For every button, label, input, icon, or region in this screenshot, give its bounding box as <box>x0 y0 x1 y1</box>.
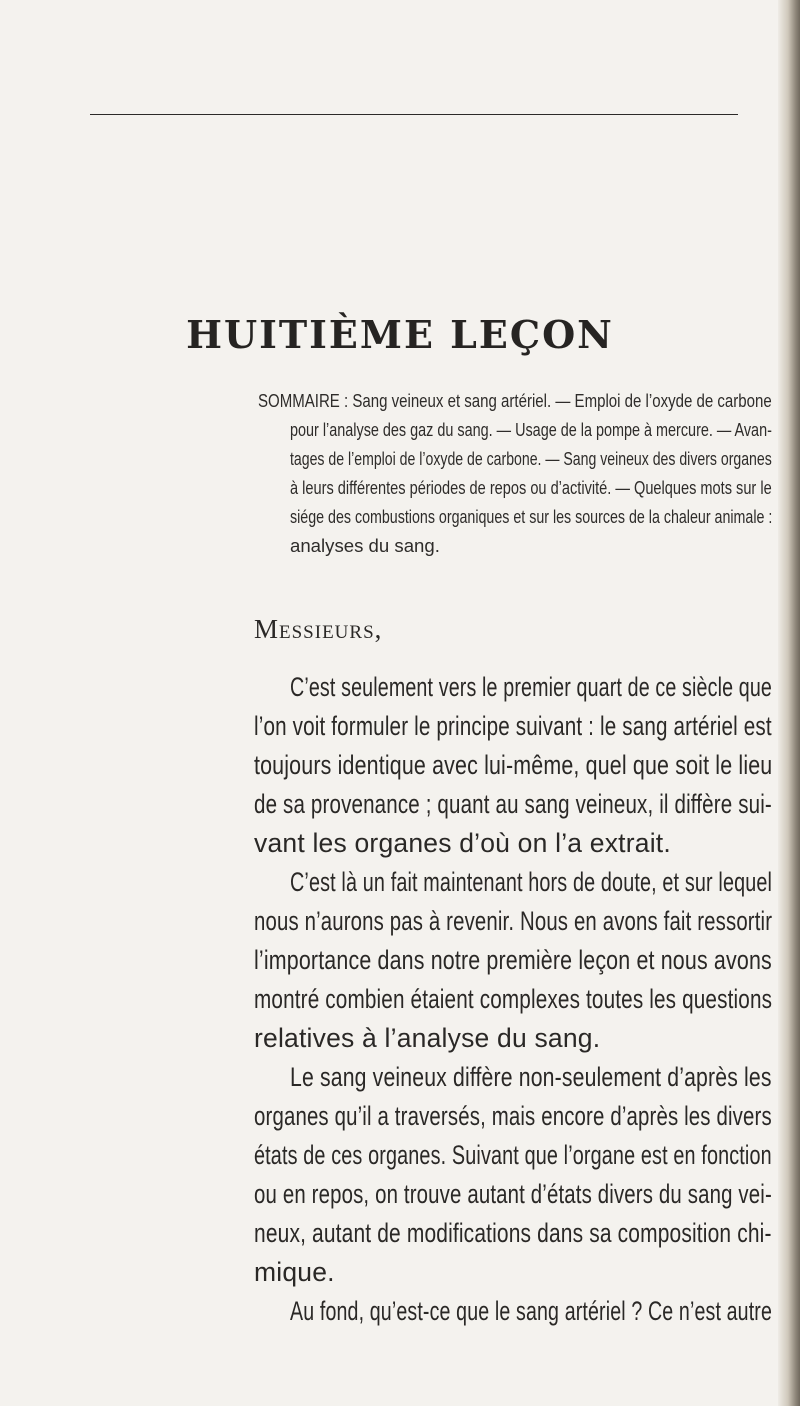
body-line: l’importance dans notre première leçon et nous avons <box>254 945 772 975</box>
summary-line: analyses du sang. <box>290 535 440 556</box>
summary-line: tages de l’emploi de l’oxyde de carbone. — Sang veineux des divers organes <box>290 448 772 469</box>
summary-line: siége des combustions organiques et sur les sources de la chaleur animale : <box>290 506 773 527</box>
body-line: organes qu’il a traversés, mais encore d’après les divers <box>254 1101 772 1131</box>
body-line: vant les organes d’où on l’a extrait. <box>254 828 671 858</box>
body-line: toujours identique avec lui-même, quel que soit le lieu <box>254 750 773 780</box>
summary-line: SOMMAIRE : Sang veineux et sang artériel. — Emploi de l’oxyde de carbone <box>258 390 772 411</box>
body-line: neux, autant de modifications dans sa composition chi- <box>254 1218 772 1248</box>
body-line: relatives à l’analyse du sang. <box>254 1023 601 1053</box>
body-line: nous n’aurons pas à revenir. Nous en avons fait ressortir <box>254 906 773 936</box>
body-line: Au fond, qu’est-ce que le sang artériel ? Ce n’est autre <box>290 1296 773 1326</box>
body-line: états de ces organes. Suivant que l’organe est en fonction <box>254 1140 772 1170</box>
body-line: Le sang veineux diffère non-seulement d’après les <box>290 1062 772 1092</box>
body-line: C’est seulement vers le premier quart de ce siècle que <box>290 672 773 702</box>
summary-line: pour l’analyse des gaz du sang. — Usage de la pompe à mercure. — Avan- <box>290 419 772 440</box>
body-line: l’on voit formuler le principe suivant : le sang artériel est <box>254 711 772 741</box>
body-line: C’est là un fait maintenant hors de doute, et sur lequel <box>290 867 773 897</box>
chapter-heading: HUITIÈME LEÇON <box>186 312 614 357</box>
body-line: mique. <box>254 1257 335 1287</box>
page-edge-shadow <box>778 0 800 1406</box>
body-line: de sa provenance ; quant au sang veineux, il diffère sui- <box>254 789 772 819</box>
body-line: ou en repos, on trouve autant d’états divers du sang vei- <box>254 1179 772 1209</box>
summary-line: à leurs différentes périodes de repos ou d’activité. — Quelques mots sur le <box>290 477 772 498</box>
salutation: Messieurs, <box>254 614 383 644</box>
body-line: montré combien étaient complexes toutes les questions <box>254 984 773 1014</box>
top-rule <box>90 114 738 115</box>
